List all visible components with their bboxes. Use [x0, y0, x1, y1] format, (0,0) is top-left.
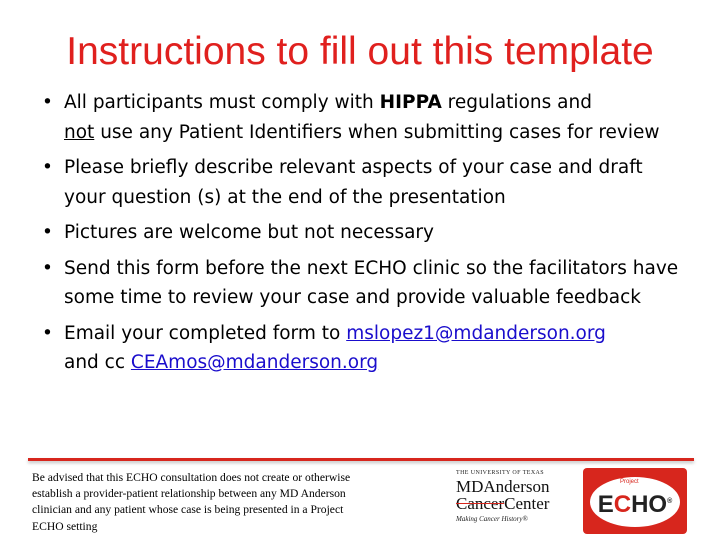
bullet-icon: • — [42, 92, 53, 113]
echo-project-text: Project — [620, 479, 639, 485]
b1-text-pre: All participants must comply with — [64, 92, 380, 113]
bullet-icon: • — [42, 257, 53, 279]
divider-rule — [28, 458, 694, 461]
disclaimer-text: Be advised that this ECHO consultation does not create or otherwise establish a provider-patient relationship between any MD Anderson clinician and any patient whose case is being presented in a Project ECHO setting — [32, 471, 351, 533]
mda-center-word: Center — [504, 494, 550, 513]
bullet-icon: • — [42, 222, 53, 243]
b1-text-post: use any Patient Identifiers when submitting cases for review — [94, 121, 660, 143]
bullet-icon: • — [42, 157, 53, 178]
not-underlined: not — [64, 121, 95, 143]
b1-text-mid: regulations and — [441, 92, 592, 113]
mda-tagline: Making Cancer History® — [456, 515, 528, 523]
echo-registered-mark: ® — [667, 498, 673, 505]
list-item — [30, 153, 690, 212]
email-link-ceamos[interactable]: CEAmos@mdanderson.org — [130, 352, 379, 373]
slide-title: Instructions to fill out this template — [66, 30, 654, 73]
hippa-bold: HIPPA — [379, 92, 442, 113]
echo-letter-c: C — [613, 491, 632, 518]
b5-text-mid: and cc — [64, 352, 131, 373]
list-item — [30, 88, 690, 147]
echo-letter-e: E — [597, 491, 614, 518]
list-item — [30, 218, 690, 248]
project-echo-logo — [583, 468, 687, 534]
b2-text: Please briefly describe relevant aspects of your case and draft your question (s) at the end of the presentation — [64, 157, 643, 208]
b4-text: Send this form before the next ECHO clinic so the facilitators have some time to review your case and provide valuable feedback — [64, 257, 679, 308]
mda-cancer-center-text — [456, 495, 576, 512]
mda-cancer-word: Cancer — [456, 494, 505, 513]
instruction-list — [30, 88, 690, 384]
b5-text-pre: Email your completed form to — [64, 322, 347, 344]
list-item — [30, 254, 690, 313]
echo-wordmark — [592, 489, 678, 518]
bullet-icon: • — [42, 322, 53, 344]
b3-text: Pictures are welcome but not necessary — [64, 222, 434, 243]
echo-logo-inner — [590, 477, 680, 527]
md-anderson-logo — [456, 470, 576, 532]
email-link-mslopez[interactable]: mslopez1@mdanderson.org — [346, 322, 606, 344]
echo-letters-ho: HO — [631, 491, 668, 518]
list-item — [30, 319, 690, 378]
mda-university-text: THE UNIVERSITY OF TEXAS — [456, 470, 545, 476]
mda-name-text: MDAnderson — [456, 477, 550, 496]
